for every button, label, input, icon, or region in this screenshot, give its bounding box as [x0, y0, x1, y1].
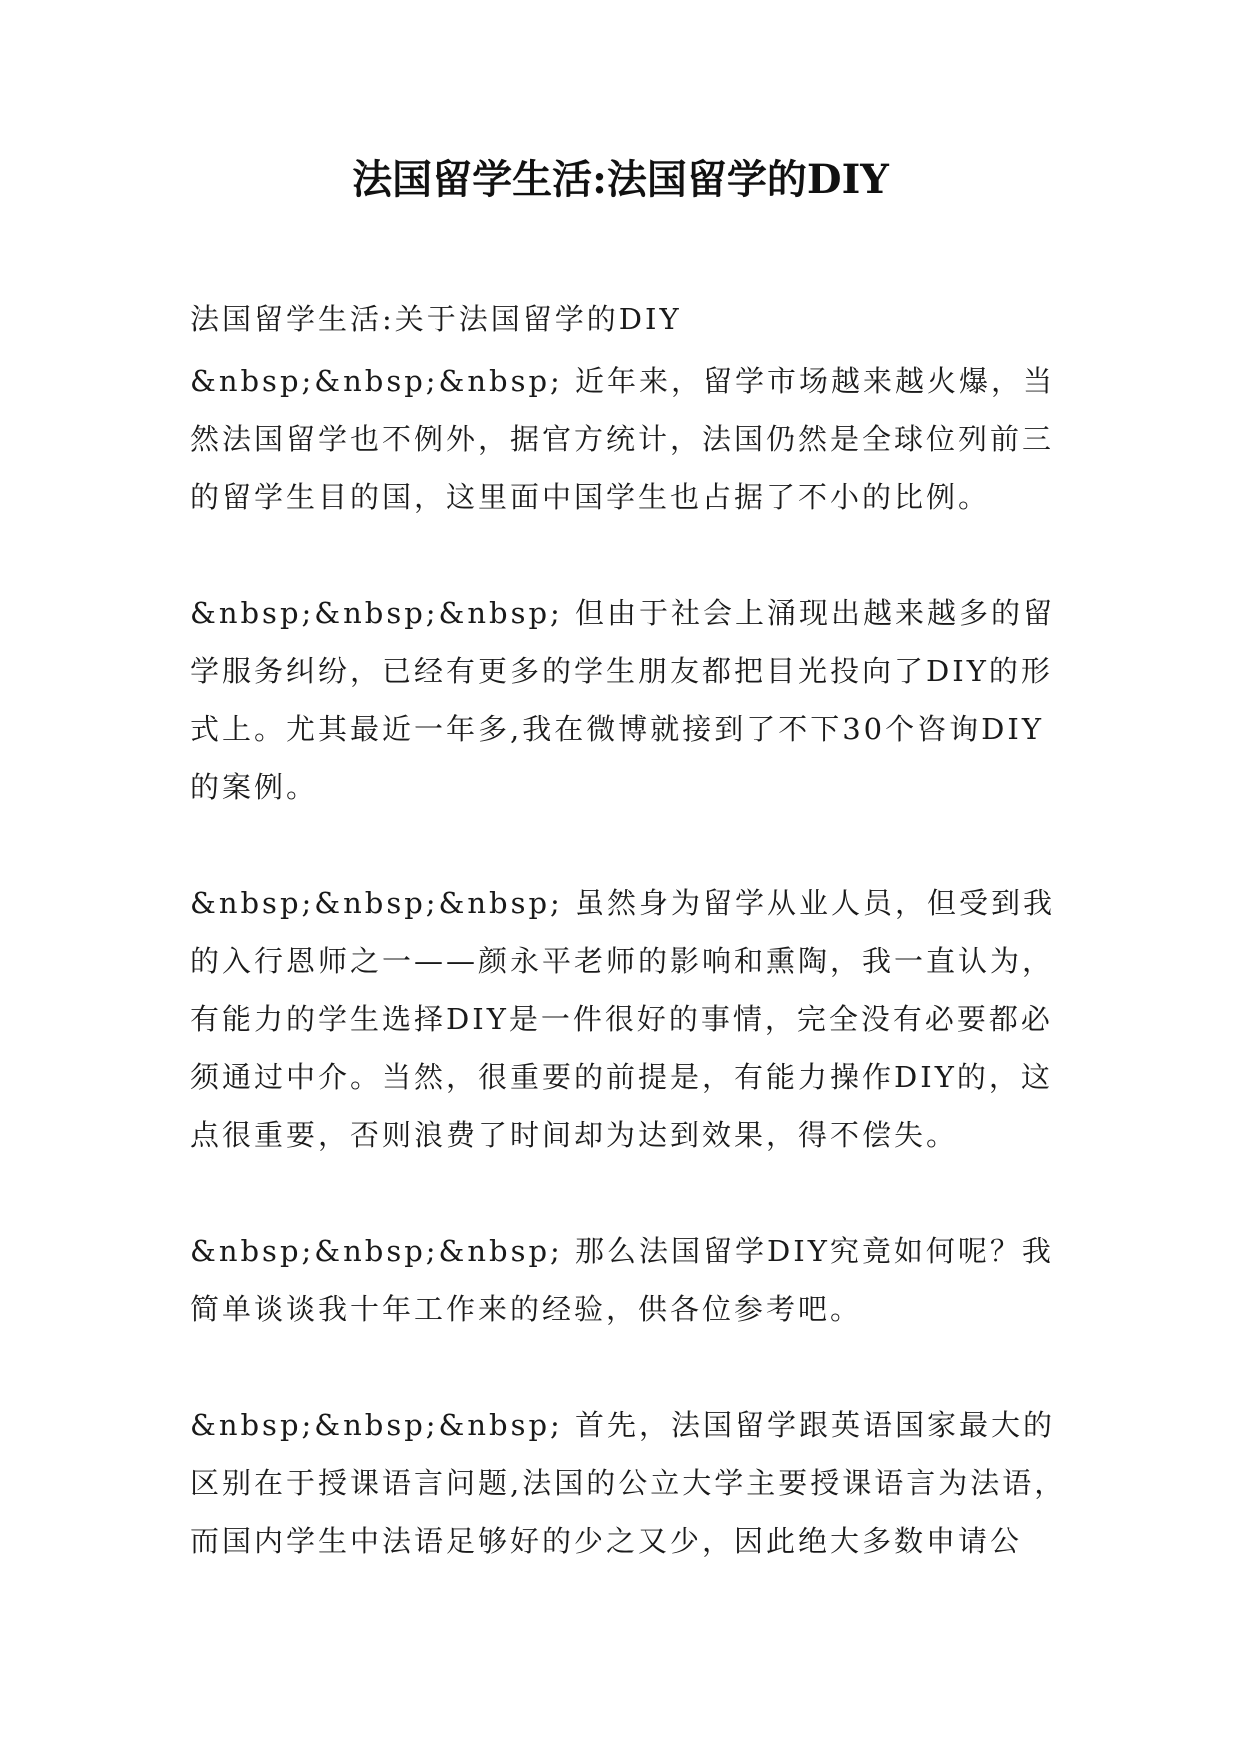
paragraph: &nbsp;&nbsp;&nbsp; 首先，法国留学跟英语国家最大的区别在于授课语言问题,法国的公立大学主要授课语言为法语，而国内学生中法语足够好的少之又少，因此绝大多数申请公: [190, 1408, 1067, 1558]
document-title: 法国留学生活:法国留学的DIY: [352, 156, 889, 203]
paragraph: &nbsp;&nbsp;&nbsp; 那么法国留学DIY究竟如何呢？我简单谈谈我十年工作来的经验，供各位参考吧。: [190, 1234, 1054, 1326]
paragraph: &nbsp;&nbsp;&nbsp; 虽然身为留学从业人员，但受到我的入行恩师之一——颜永平老师的影响和熏陶，我一直认为，有能力的学生选择DIY是一件很好的事情，完全没有必要都必须通过中介。当然，很重要的前提是，有能力操作DIY的，这点很重要，否则浪费了时间却为达到效果，得不偿失。: [190, 886, 1056, 1152]
document-body: [190, 290, 1070, 1628]
paragraph: &nbsp;&nbsp;&nbsp; 近年来，留学市场越来越火爆，当然法国留学也不例外，据官方统计，法国仍然是全球位列前三的留学生目的国，这里面中国学生也占据了不小的比例。: [190, 364, 1056, 514]
paragraph: &nbsp;&nbsp;&nbsp; 但由于社会上涌现出越来越多的留学服务纠纷，已经有更多的学生朋友都把目光投向了DIY的形式上。尤其最近一年多,我在微博就接到了不下30个咨询DIY的案例。: [190, 596, 1056, 804]
document-subtitle: 法国留学生活:关于法国留学的DIY: [190, 302, 682, 336]
